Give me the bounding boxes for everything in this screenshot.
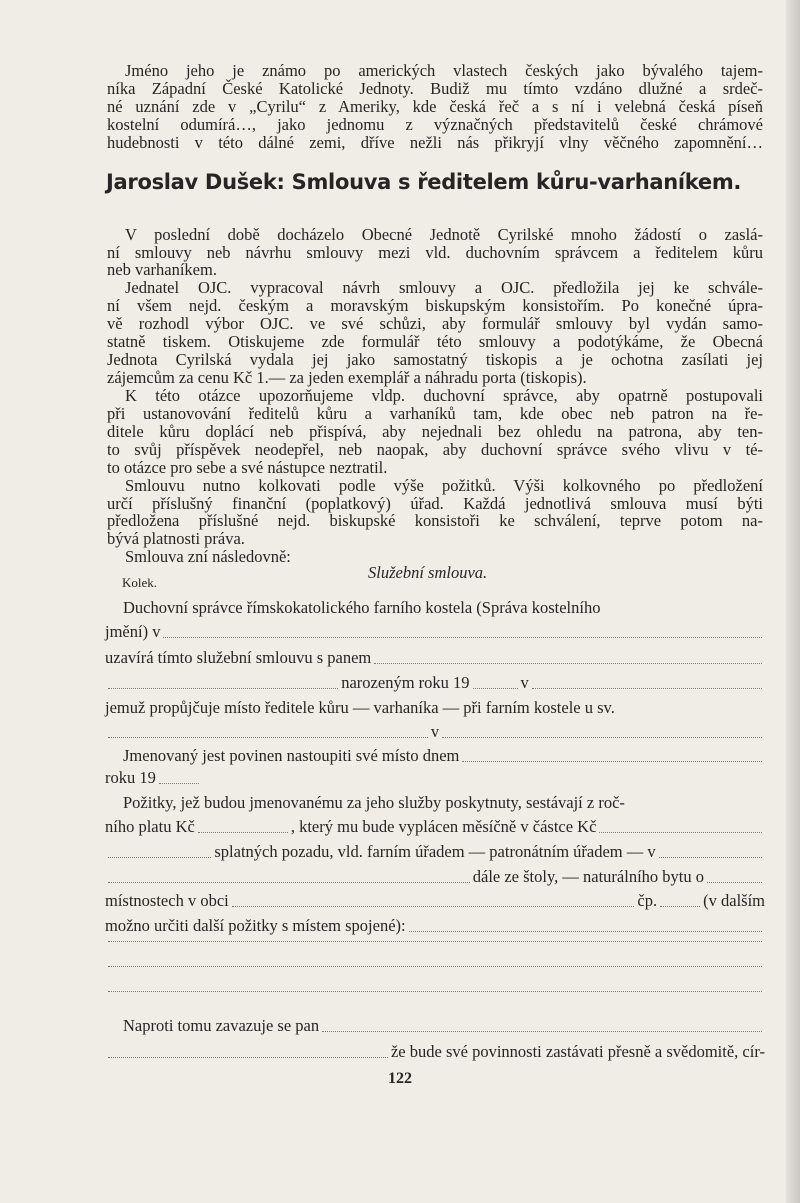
fill-in-blank[interactable]: [108, 687, 338, 689]
form-text: (v dalším: [703, 891, 765, 910]
form-line: [105, 817, 765, 837]
page-edge: [786, 0, 800, 1203]
form-text: Jmenovaný jest povinen nastoupiti své místo dnem: [123, 746, 460, 765]
form-line: [105, 722, 765, 742]
form-line: [105, 768, 765, 788]
fill-in-blank[interactable]: [108, 990, 762, 992]
article-heading: Jaroslav Dušek: Smlouva s ředitelem kůru-varhaníkem.: [106, 170, 742, 194]
fill-in-blank[interactable]: [108, 1056, 388, 1058]
fill-in-blank[interactable]: [108, 965, 762, 967]
form-text: Požitky, jež budou jmenovanému za jeho služby poskytnuty, sestávají z roč-: [123, 793, 625, 812]
text-line: níka Západní České Katolické Jednoty. Budiž mu tímto vzdáno dlužné a srdeč-: [107, 79, 763, 98]
form-line: [123, 1016, 765, 1036]
text-line: kostelní odumírá…, jako jednomu z význačných představitelů české chrámové: [107, 115, 763, 134]
form-line: [123, 746, 765, 766]
fill-in-blank[interactable]: [707, 881, 762, 883]
fill-in-blank[interactable]: [532, 687, 762, 689]
fill-in-blank[interactable]: [163, 636, 762, 638]
form-text: v: [430, 722, 440, 741]
form-line: [105, 916, 765, 936]
text-line: ditele kůru doplácí neb přispívá, aby nejednali bez ohledu na patrona, aby ten-: [107, 422, 763, 441]
fill-in-blank[interactable]: [232, 905, 635, 907]
fill-in-blank[interactable]: [198, 831, 288, 833]
fill-in-blank[interactable]: [473, 687, 518, 689]
form-line: [105, 940, 765, 946]
form-text: Naproti tomu zavazuje se pan: [123, 1016, 320, 1035]
form-line: [105, 891, 765, 911]
text-line: bývá platnosti práva.: [107, 529, 245, 548]
form-text: čp.: [637, 891, 658, 910]
fill-in-blank[interactable]: [374, 662, 762, 664]
form-text: roku 19: [105, 768, 156, 787]
text-line: vě rozhodl výbor OJC. ve své schůzi, aby formulář smlouvy byl vydán samo-: [107, 314, 763, 333]
fill-in-blank[interactable]: [108, 856, 211, 858]
text-line: ní smlouvy neb návrhu smlouvy mezi vld. duchovním správcem a ředitelem kůru: [107, 243, 763, 262]
form-line: [105, 842, 765, 862]
text-line: neb varhaníkem.: [107, 260, 217, 279]
form-text: že bude své povinnosti zastávati přesně a svědomitě, cír-: [390, 1042, 765, 1061]
text-line: Jednatel OJC. vypracoval návrh smlouvy a OJC. předložila jej ke schvále-: [125, 278, 763, 297]
form-text: , který mu bude vyplácen měsíčně v částce Kč: [290, 817, 597, 836]
fill-in-blank[interactable]: [442, 736, 762, 738]
fill-in-blank[interactable]: [322, 1030, 762, 1032]
text-line: V poslední době docházelo Obecné Jednotě Cyrilské mnoho žádostí o zaslá-: [125, 225, 763, 244]
form-line: [105, 648, 765, 668]
form-text: Duchovní správce římskokatolického farního kostela (Správa kostelního: [123, 598, 601, 617]
form-line: [105, 622, 765, 642]
stamp-label: Kolek.: [122, 575, 158, 590]
fill-in-blank[interactable]: [409, 930, 762, 932]
text-line: statně tiskem. Otiskujeme zde formulář této smlouvy a podotýkáme, že Obecná: [107, 332, 763, 351]
form-text: jemuž propůjčuje místo ředitele kůru — varhaníka — při farním kostele u sv.: [105, 698, 615, 717]
form-line: [105, 1042, 765, 1062]
text-line: předložena příslušné nejd. biskupské konsistoři ke schválení, teprve potom na-: [107, 511, 763, 530]
fill-in-blank[interactable]: [108, 881, 470, 883]
form-text: místnostech v obci: [105, 891, 229, 910]
text-line: zájemcům za cenu Kč 1.— za jeden exemplář a náhradu porta (tiskopis).: [107, 368, 587, 387]
fill-in-blank[interactable]: [659, 856, 762, 858]
text-line: ní všem nejd. českým a moravským biskupským konsistořím. Po konečné úpra-: [107, 296, 763, 315]
form-text: jmění) v: [105, 622, 161, 641]
fill-in-blank[interactable]: [599, 831, 762, 833]
fill-in-blank[interactable]: [660, 905, 700, 907]
form-text: možno určiti další požitky s místem spojené):: [105, 916, 406, 935]
text-line: to otázce pro sebe a své nástupce neztratil.: [107, 458, 388, 477]
fill-in-blank[interactable]: [462, 760, 762, 762]
fill-in-blank[interactable]: [108, 940, 762, 942]
text-line: při ustanovování ředitelů kůru a varhaníků tam, kde obec neb patron na ře-: [107, 404, 763, 423]
form-line: [105, 867, 765, 887]
fill-in-blank[interactable]: [108, 736, 428, 738]
form-line: [105, 673, 765, 693]
form-text: ního platu Kč: [105, 817, 195, 836]
fill-in-blank[interactable]: [159, 782, 199, 784]
text-line: Jméno jeho je známo po amerických vlastech českých jako bývalého tajem-: [125, 61, 763, 80]
form-line: [105, 990, 765, 996]
text-line: to svůj příspěvek neodepřel, neb naopak, aby duchovní správce svého vlivu v té-: [107, 440, 763, 459]
text-line: Smlouvu nutno kolkovati podle výše požitků. Výši kolkovného po předložení: [125, 476, 763, 495]
form-line: [123, 793, 765, 813]
form-line: [105, 698, 765, 718]
text-line: K této otázce upozorňujeme vldp. duchovní správce, aby opatrně postupovali: [125, 386, 763, 405]
form-text: narozeným roku 19: [341, 673, 470, 692]
form-text: uzavírá tímto služební smlouvu s panem: [105, 648, 372, 667]
text-line: Smlouva zní následovně:: [125, 547, 291, 566]
form-text: dále ze štoly, — naturálního bytu o: [472, 867, 704, 886]
text-line: Jednota Cyrilská vydala jej jako samostatný tiskopis a je ochotna zasílati jej: [107, 350, 763, 369]
form-text: splatných pozadu, vld. farním úřadem — patronátním úřadem — v: [214, 842, 656, 861]
form-text: v: [520, 673, 529, 692]
page-number: 122: [388, 1070, 412, 1087]
form-line: [105, 965, 765, 971]
form-line: [123, 598, 765, 618]
text-line: určí příslušný finanční (poplatkový) úřad. Každá jednotlivá smlouva musí býti: [107, 494, 763, 513]
text-line: né uznání zde v „Cyrilu“ z Ameriky, kde česká řeč a s ní i velebná česká píseň: [107, 97, 763, 116]
text-line: hudebnosti v této dálné zemi, dříve nežli nás přikryjí vlny věčného zapomnění…: [107, 133, 763, 152]
form-title: Služební smlouva.: [368, 563, 488, 582]
